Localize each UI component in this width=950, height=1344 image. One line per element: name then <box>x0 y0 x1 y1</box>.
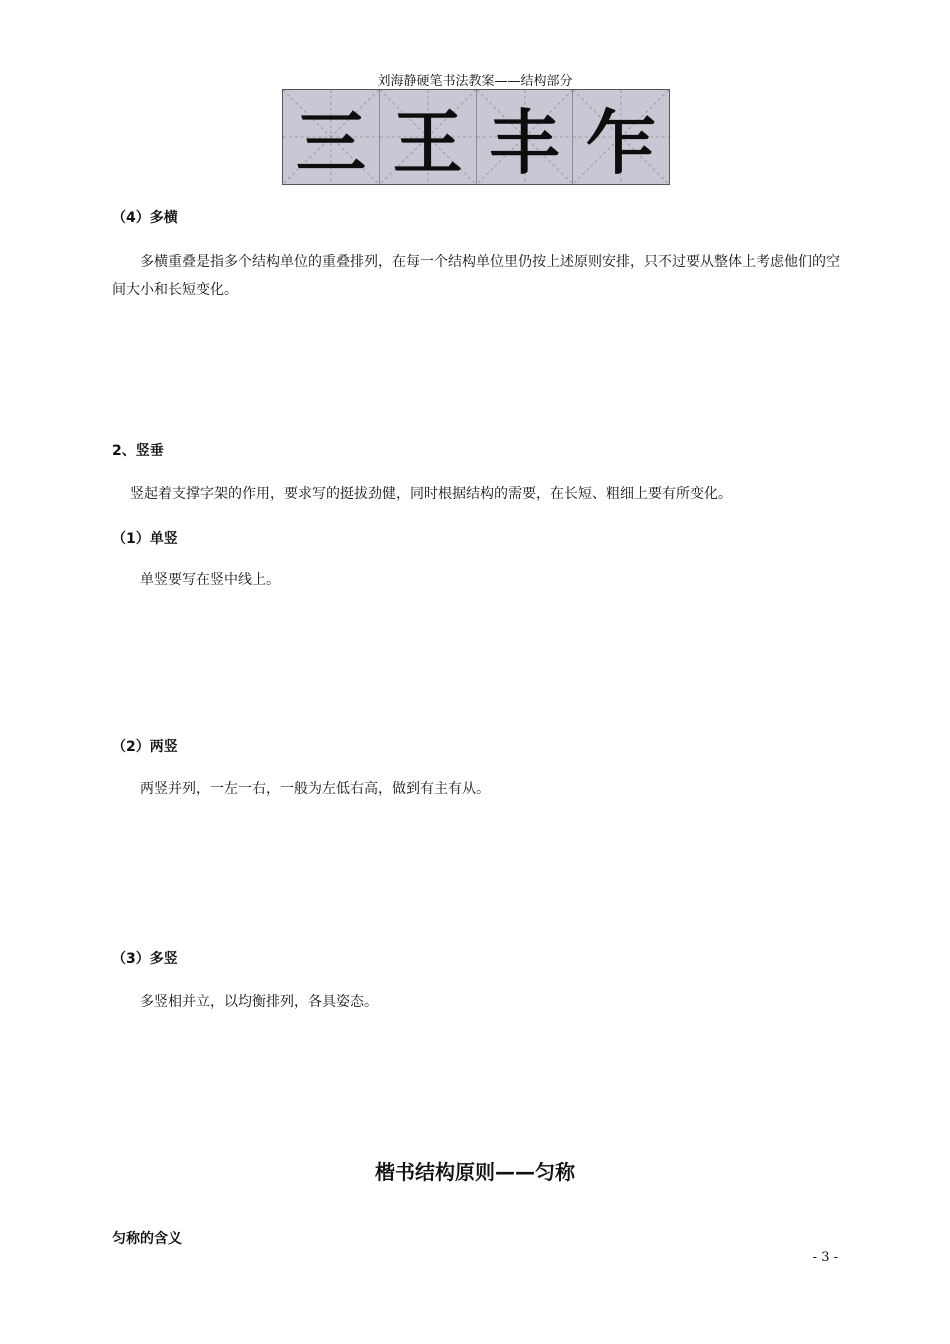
calligraphy-char-4: 乍 <box>586 100 657 184</box>
calligraphy-char-2: 王 <box>392 100 463 184</box>
main-title: 楷书结构原则——匀称 <box>375 1160 575 1184</box>
grid-cell-4 <box>573 90 669 184</box>
subheading: 匀称的含义 <box>112 1231 182 1247</box>
section-heading-shuchui: 2、竖垂 <box>112 443 164 459</box>
section-body-danshu: 单竖要写在竖中线上。 <box>140 572 280 588</box>
section-heading-duoshu: （3）多竖 <box>112 951 178 967</box>
section-heading-duoheng: （4）多横 <box>112 210 178 226</box>
section-body-liangshu: 两竖并列，一左一右，一般为左低右高，做到有主有从。 <box>140 781 490 797</box>
section-heading-danshu: （1）单竖 <box>112 531 178 547</box>
grid-cell-1 <box>283 90 380 184</box>
page-number: - 3 - <box>812 1250 838 1265</box>
section-heading-liangshu: （2）两竖 <box>112 739 178 755</box>
section-body-shuchui: 竖起着支撑字架的作用，要求写的挺拔劲健，同时根据结构的需要，在长短、粗细上要有所变化。 <box>130 486 732 502</box>
page-header: 刘海静硬笔书法教案——结构部分 <box>377 74 573 89</box>
grid-cell-3 <box>477 90 574 184</box>
calligraphy-char-1: 三 <box>295 100 366 184</box>
section-body-duoshu: 多竖相并立，以均衡排列，各具姿态。 <box>140 994 378 1010</box>
calligraphy-sample-image <box>282 89 670 185</box>
section-body-duoheng: 多横重叠是指多个结构单位的重叠排列，在每一个结构单位里仍按上述原则安排，只不过要从整体上考虑他们的空间大小和长短变化。 <box>112 254 840 298</box>
grid-cell-2 <box>380 90 477 184</box>
calligraphy-char-3: 丰 <box>489 100 560 184</box>
